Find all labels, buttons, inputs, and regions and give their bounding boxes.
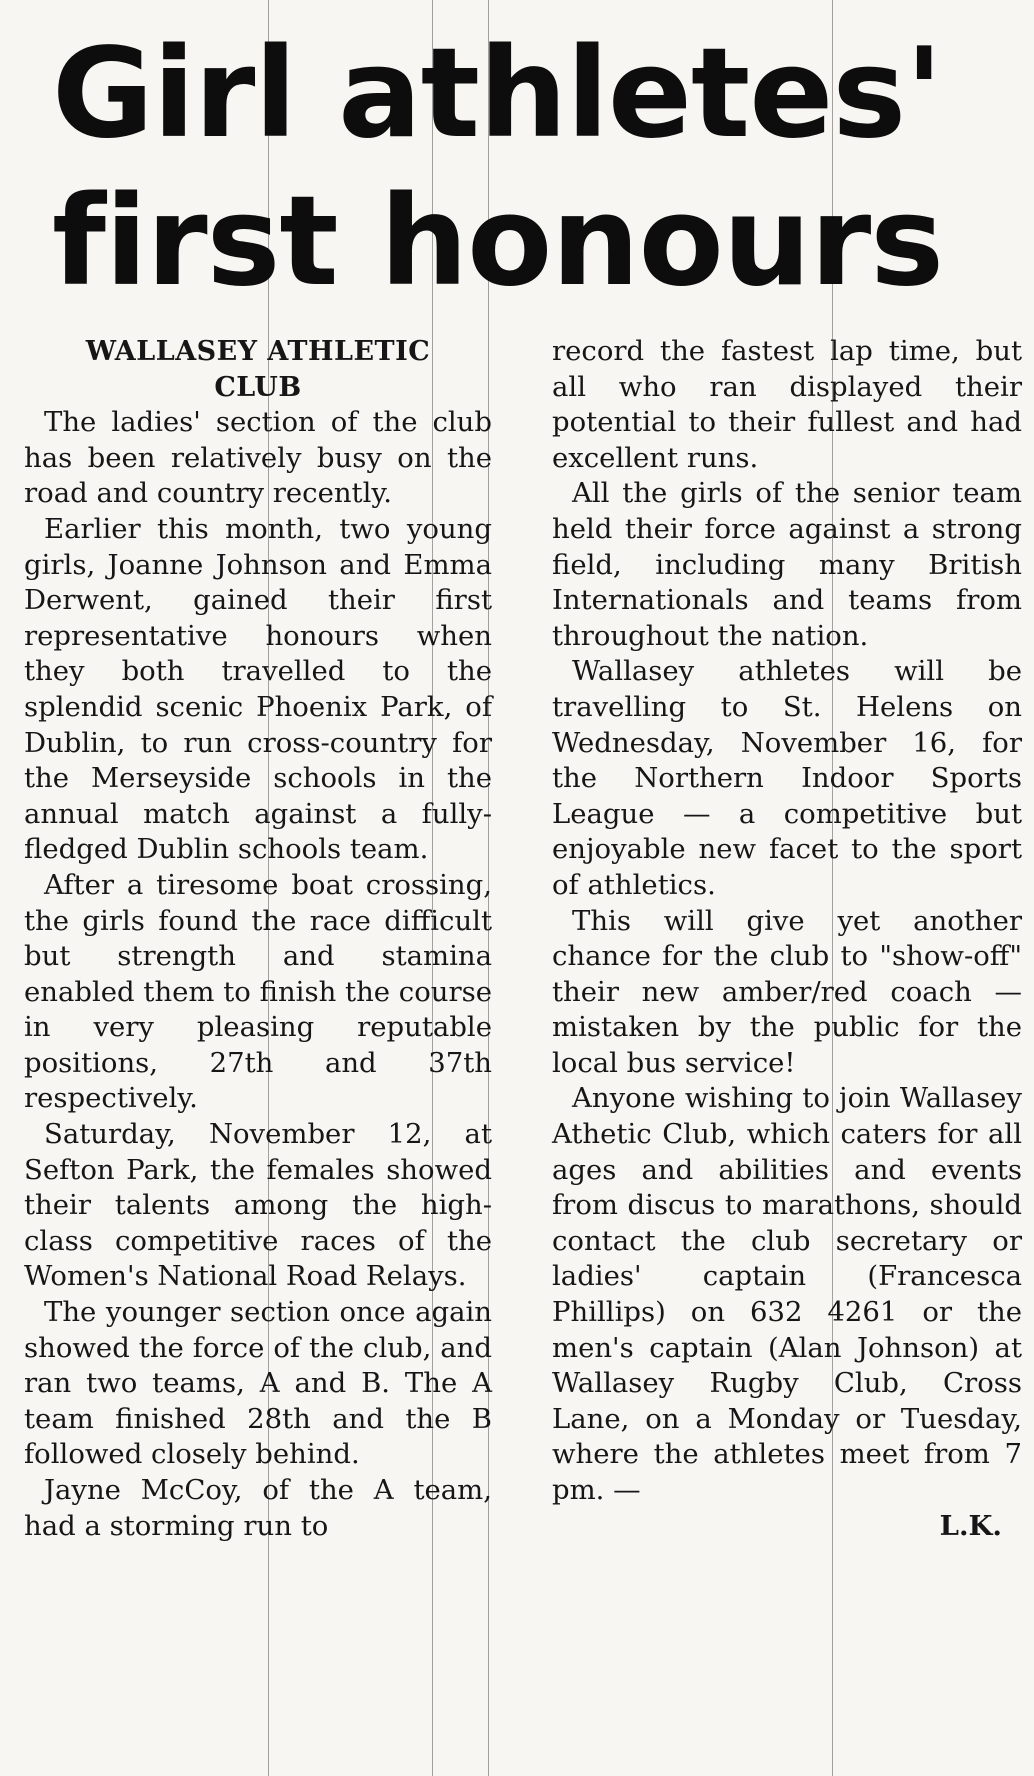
article-paragraph: Anyone wishing to join Wallasey Athetic Club, which caters for all ages and abilities and events from discus to marathons, should contact the club secretary or ladies' captain (Francesca Phillips) on 632 4261 or the men's captain (Alan Johnson) at Wallasey Rugby Club, Cross Lane, on a Monday or Tuesday, where the athletes meet from 7 pm. — <box>552 1082 1022 1506</box>
headline-line-2: first honours <box>52 170 944 314</box>
headline <box>52 20 952 316</box>
author-signature: L.K. <box>939 1509 1002 1542</box>
article-column-right <box>552 334 1022 1544</box>
article-paragraph: After a tiresome boat crossing, the girls found the race difficult but strength and stamina enabled them to finish the course in very pleasing reputable positions, 27th and 37th respectively. <box>24 868 492 1115</box>
article-paragraph: The ladies' section of the club has been relatively busy on the road and country recently. <box>24 406 492 510</box>
article-paragraph: This will give yet another chance for the club to "show-off" their new amber/red coach — mistaken by the public for the local bus service! <box>552 904 1022 1079</box>
article-paragraph: record the fastest lap time, but all who ran displayed their potential to their fullest and had excellent runs. <box>552 335 1022 474</box>
article-paragraph: The younger section once again showed the force of the club, and ran two teams, A and B. The A team finished 28th and the B followed closely behind. <box>24 1296 492 1471</box>
article-paragraph: Jayne McCoy, of the A team, had a storming run to <box>24 1474 492 1542</box>
article-paragraph: Wallasey athletes will be travelling to St. Helens on Wednesday, November 16, for the Northern Indoor Sports League — a competitive but enjoyable new facet to the sport of athletics. <box>552 655 1022 901</box>
article-paragraph: All the girls of the senior team held their force against a strong field, including many British Internationals and teams from throughout the nation. <box>552 477 1022 652</box>
article-paragraph: Earlier this month, two young girls, Joanne Johnson and Emma Derwent, gained their first representative honours when they both travelled to the splendid scenic Phoenix Park, of Dublin, to run cross-country for the Merseyside schools in the annual match against a fully-fledged Dublin schools team. <box>24 512 492 866</box>
club-subhead-line-2: CLUB <box>214 371 302 403</box>
club-subhead-line-1: WALLASEY ATHLETIC <box>85 336 431 367</box>
article-column-left <box>24 334 492 1544</box>
headline-line-1: Girl athletes' <box>52 22 943 166</box>
article-paragraph: Saturday, November 12, at Sefton Park, the females showed their talents among the high-class competitive races of the Women's National Road Relays. <box>24 1118 492 1293</box>
